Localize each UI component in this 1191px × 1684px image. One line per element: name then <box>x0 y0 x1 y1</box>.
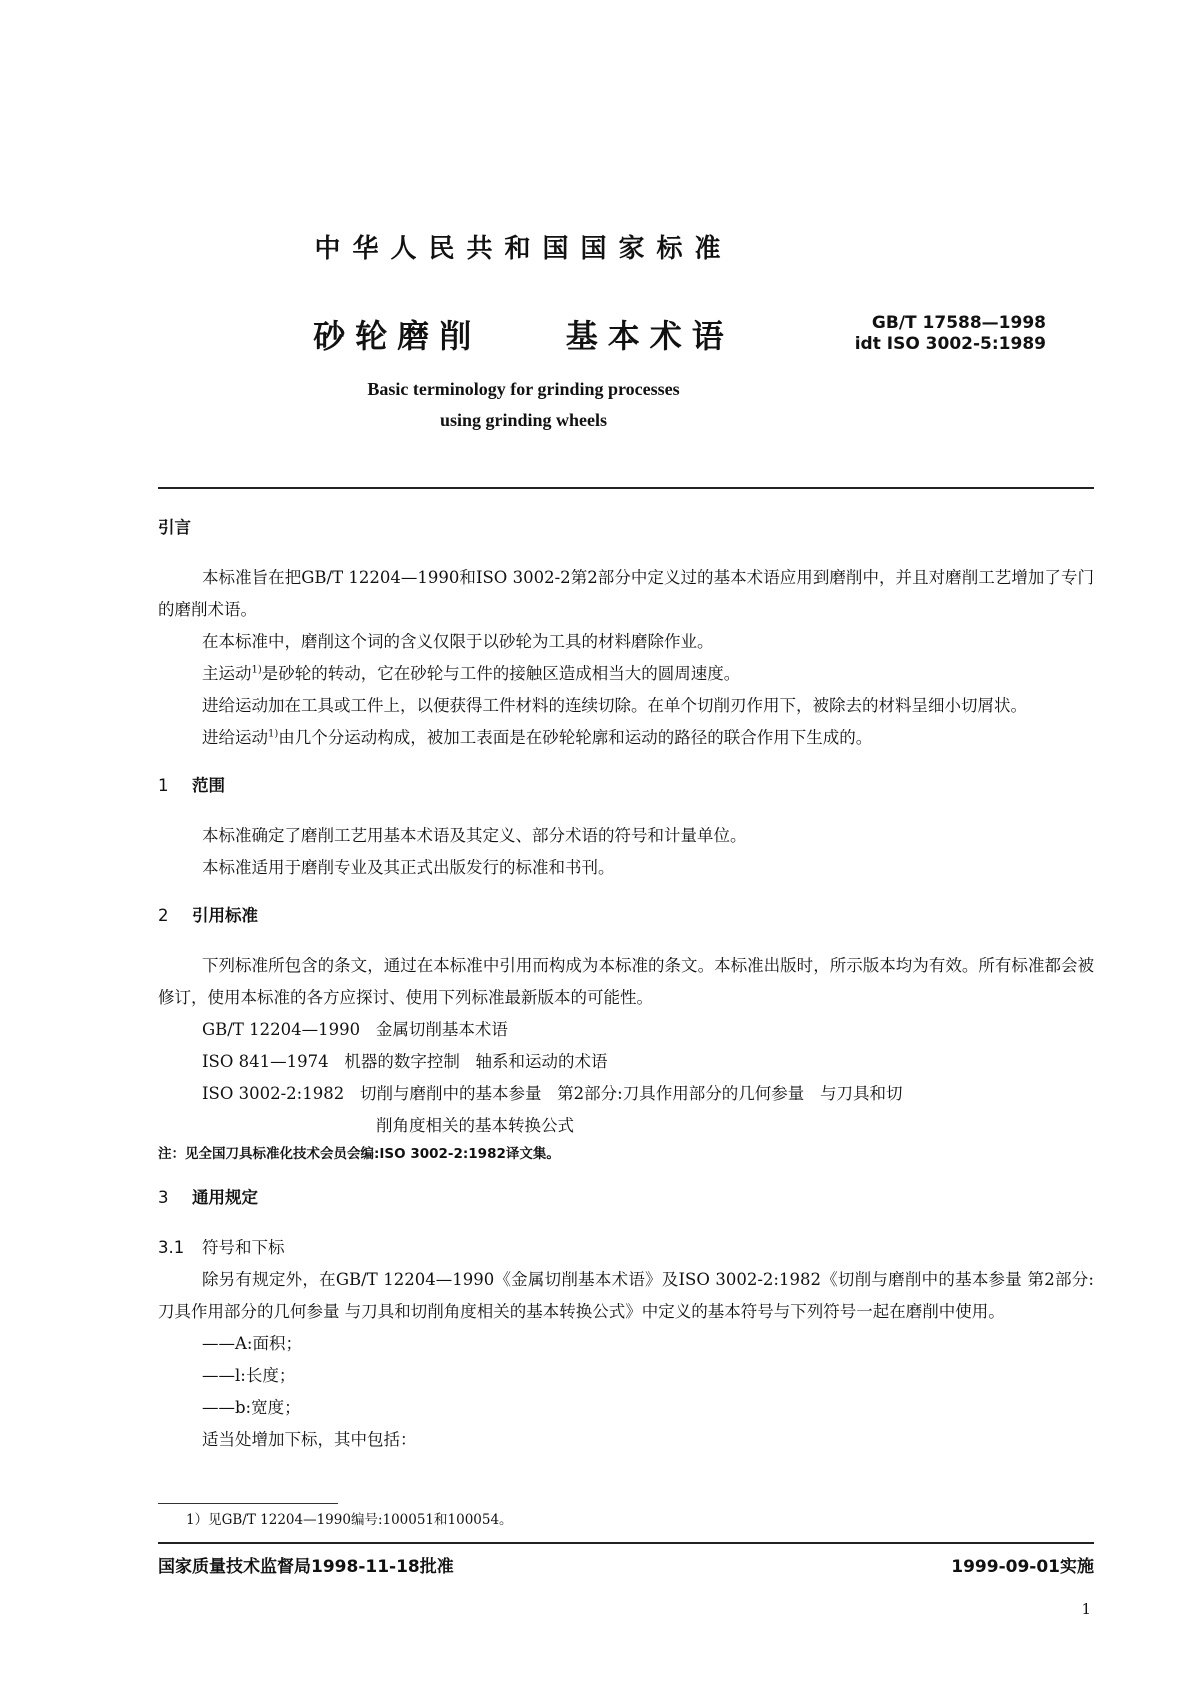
footnote-ref: 1) <box>268 728 279 740</box>
references-note: 注：见全国刀具标准化技术会员会编:ISO 3002-2:1982译文集。 <box>158 1146 560 1162</box>
document-body <box>158 512 1094 1456</box>
document-title-cn: 砂轮磨削 基本术语 <box>313 317 734 355</box>
subsection-number: 3.1 <box>158 1238 185 1257</box>
page-number: 1 <box>1081 1600 1091 1618</box>
idt-number: idt ISO 3002-5:1989 <box>854 334 1046 354</box>
section-title: 引用标准 <box>192 906 258 925</box>
intro-paragraph <box>158 658 1094 690</box>
footnote: 1）见GB/T 12204—1990编号:100051和100054。 <box>186 1512 513 1528</box>
symbols-paragraph: 除另有规定外，在GB/T 12204—1990《金属切削基本术语》及ISO 3002-2:1982《切削与磨削中的基本参量 第2部分:刀具作用部分的几何参量 与刀具和切削角度相关的基本转换公式》中定义的基本符号与下列符号一起在磨削中使用。 <box>158 1270 1094 1321</box>
footer-divider <box>158 1542 1094 1544</box>
section-number: 2 <box>158 906 169 925</box>
standard-number-block <box>826 313 1066 355</box>
scope-paragraph: 本标准确定了磨削工艺用基本术语及其定义、部分术语的符号和计量单位。 <box>202 826 747 845</box>
intro-heading: 引言 <box>158 518 191 537</box>
section-title: 通用规定 <box>192 1188 258 1207</box>
intro-term: 主运动 <box>202 664 252 683</box>
intro-text: 是砂轮的转动，它在砂轮与工件的接触区造成相当大的圆周速度。 <box>261 664 741 683</box>
document-title-en <box>0 374 1047 436</box>
intro-term: 进给运动 <box>202 728 268 747</box>
reference-item: ISO 841—1974 机器的数字控制 轴系和运动的术语 <box>202 1052 608 1071</box>
section-3-heading <box>158 1182 1094 1214</box>
symbol-item: ——b:宽度； <box>202 1398 301 1417</box>
reference-item-continuation: 削角度相关的基本转换公式 <box>376 1116 574 1135</box>
approval-date: 国家质量技术监督局1998-11-18批准 <box>158 1557 454 1577</box>
intro-paragraph: 本标准旨在把GB/T 12204—1990和ISO 3002-2第2部分中定义过的基本术语应用到磨削中，并且对磨削工艺增加了专门的磨削术语。 <box>158 568 1094 619</box>
reference-item: GB/T 12204—1990 金属切削基本术语 <box>202 1020 508 1039</box>
footnote-divider <box>158 1503 338 1504</box>
intro-text: 由几个分运动构成，被加工表面是在砂轮轮廓和运动的路径的联合作用下生成的。 <box>278 728 873 747</box>
section-number: 3 <box>158 1188 169 1207</box>
scope-paragraph: 本标准适用于磨削专业及其正式出版发行的标准和书刊。 <box>202 858 615 877</box>
footnote-ref: 1) <box>251 664 262 676</box>
symbol-item: ——A:面积； <box>202 1334 302 1353</box>
reference-item: ISO 3002-2:1982 切削与磨削中的基本参量 第2部分:刀具作用部分的几何参量 与刀具和切 <box>202 1084 903 1103</box>
header-divider <box>158 487 1094 489</box>
subsection-3-1-heading <box>158 1232 1094 1264</box>
implementation-date: 1999-09-01实施 <box>951 1557 1094 1577</box>
national-standard-heading: 中华人民共和国国家标准 <box>314 234 733 264</box>
title-en-line1: Basic terminology for grinding processes <box>367 379 680 399</box>
section-title: 范围 <box>192 776 225 795</box>
subscripts-paragraph: 适当处增加下标，其中包括： <box>202 1430 417 1449</box>
section-number: 1 <box>158 776 169 795</box>
symbol-item: ——l:长度； <box>202 1366 296 1385</box>
subsection-title: 符号和下标 <box>202 1238 285 1257</box>
references-paragraph: 下列标准所包含的条文，通过在本标准中引用而构成为本标准的条文。本标准出版时，所示版本均为有效。所有标准都会被修订，使用本标准的各方应探讨、使用下列标准最新版本的可能性。 <box>158 956 1094 1007</box>
section-1-heading <box>158 770 1094 802</box>
title-en-line2: using grinding wheels <box>439 410 608 430</box>
intro-paragraph <box>158 722 1094 754</box>
intro-paragraph: 进给运动加在工具或工件上，以便获得工件材料的连续切除。在单个切削刃作用下，被除去的材料呈细小切屑状。 <box>202 696 1027 715</box>
intro-paragraph: 在本标准中，磨削这个词的含义仅限于以砂轮为工具的材料磨除作业。 <box>202 632 714 651</box>
standard-number: GB/T 17588—1998 <box>871 313 1046 333</box>
section-2-heading <box>158 900 1094 932</box>
